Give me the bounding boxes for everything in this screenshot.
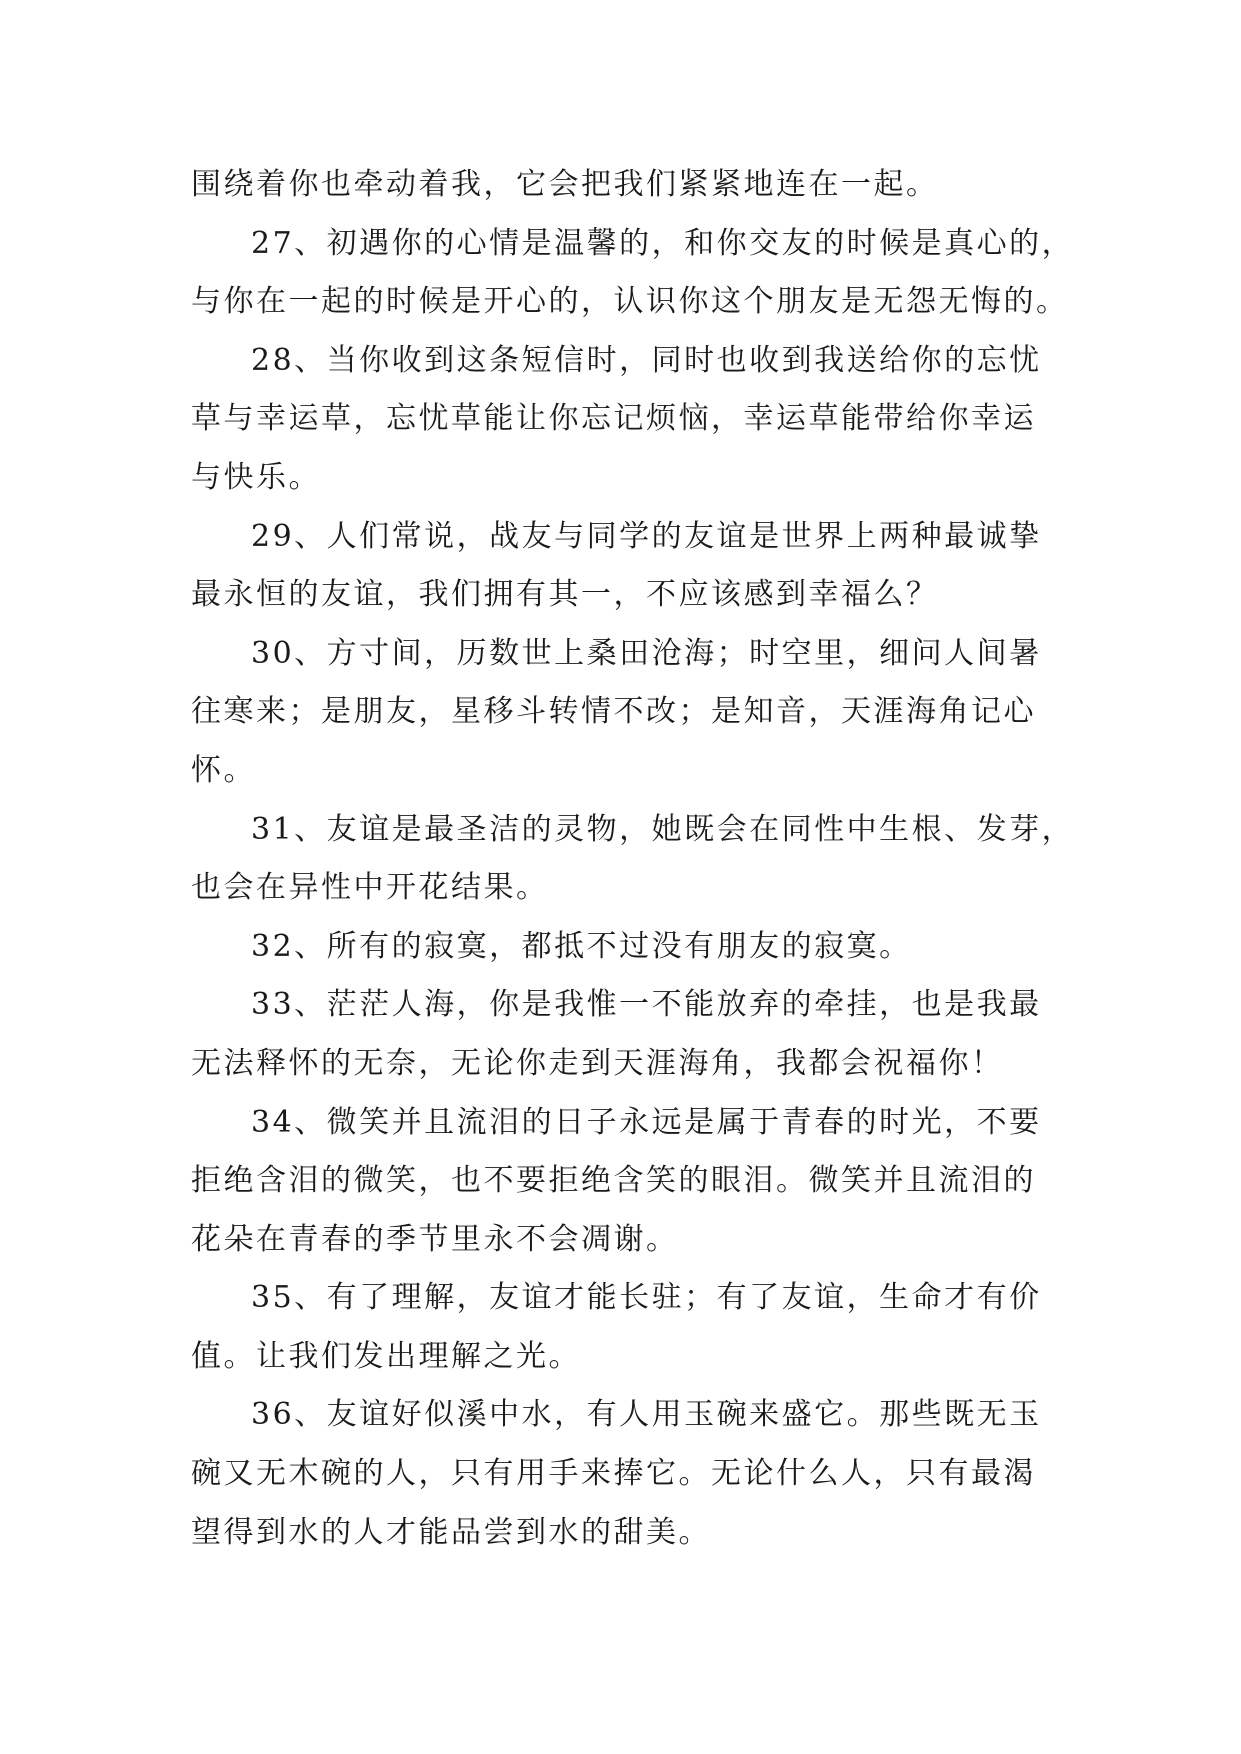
text-line: 与快乐。: [191, 459, 321, 495]
text-line: 28、当你收到这条短信时，同时也收到我送给你的忘忧: [251, 342, 1042, 378]
text-line: 35、有了理解，友谊才能长驻；有了友谊，生命才有价: [251, 1280, 1042, 1316]
paragraph: [191, 918, 1091, 977]
text-line: 29、人们常说，战友与同学的友谊是世界上两种最诚挚: [251, 518, 1042, 554]
text-line: 围绕着你也牵动着我，它会把我们紧紧地连在一起。: [191, 167, 939, 202]
paragraph: [191, 1386, 1091, 1562]
text-line: 怀。: [191, 752, 256, 788]
text-line: 33、茫茫人海，你是我惟一不能放弃的牵挂，也是我最: [251, 987, 1042, 1023]
paragraph: [191, 332, 1091, 508]
text-line: 望得到水的人才能品尝到水的甜美。: [191, 1514, 711, 1550]
text-line: 花朵在青春的季节里永不会凋谢。: [191, 1221, 679, 1257]
paragraph: [191, 1094, 1091, 1270]
paragraph: [191, 1269, 1091, 1386]
text-line: 无法释怀的无奈，无论你走到天涯海角，我都会祝福你！: [191, 1045, 1004, 1081]
text-line: 拒绝含泪的微笑，也不要拒绝含笑的眼泪。微笑并且流泪的: [191, 1163, 1036, 1199]
text-line: 32、所有的寂寞，都抵不过没有朋友的寂寞。: [251, 928, 912, 964]
text-line: 值。让我们发出理解之光。: [191, 1338, 581, 1374]
paragraph: [191, 976, 1091, 1093]
paragraph: [191, 801, 1091, 918]
paragraph: [191, 215, 1091, 332]
text-line: 往寒来；是朋友，星移斗转情不改；是知音，天涯海角记心: [191, 694, 1036, 730]
text-line: 36、友谊好似溪中水，有人用玉碗来盛它。那些既无玉: [251, 1397, 1042, 1433]
paragraph: [191, 625, 1091, 801]
document-body: [191, 156, 1091, 1562]
text-line: 碗又无木碗的人，只有用手来捧它。无论什么人，只有最渴: [191, 1456, 1036, 1492]
text-line: 27、初遇你的心情是温馨的，和你交友的时候是真心的，: [251, 225, 1075, 261]
paragraph: [191, 156, 1091, 215]
text-line: 34、微笑并且流泪的日子永远是属于青春的时光，不要: [251, 1104, 1042, 1140]
paragraph: [191, 508, 1091, 625]
text-line: 30、方寸间，历数世上桑田沧海；时空里，细问人间暑: [251, 635, 1042, 671]
text-line: 与你在一起的时候是开心的，认识你这个朋友是无怨无悔的。: [191, 284, 1069, 320]
text-line: 草与幸运草，忘忧草能让你忘记烦恼，幸运草能带给你幸运: [191, 401, 1036, 437]
text-line: 31、友谊是最圣洁的灵物，她既会在同性中生根、发芽，: [251, 811, 1075, 847]
text-line: 最永恒的友谊，我们拥有其一，不应该感到幸福么？: [191, 577, 939, 613]
text-line: 也会在异性中开花结果。: [191, 870, 549, 906]
